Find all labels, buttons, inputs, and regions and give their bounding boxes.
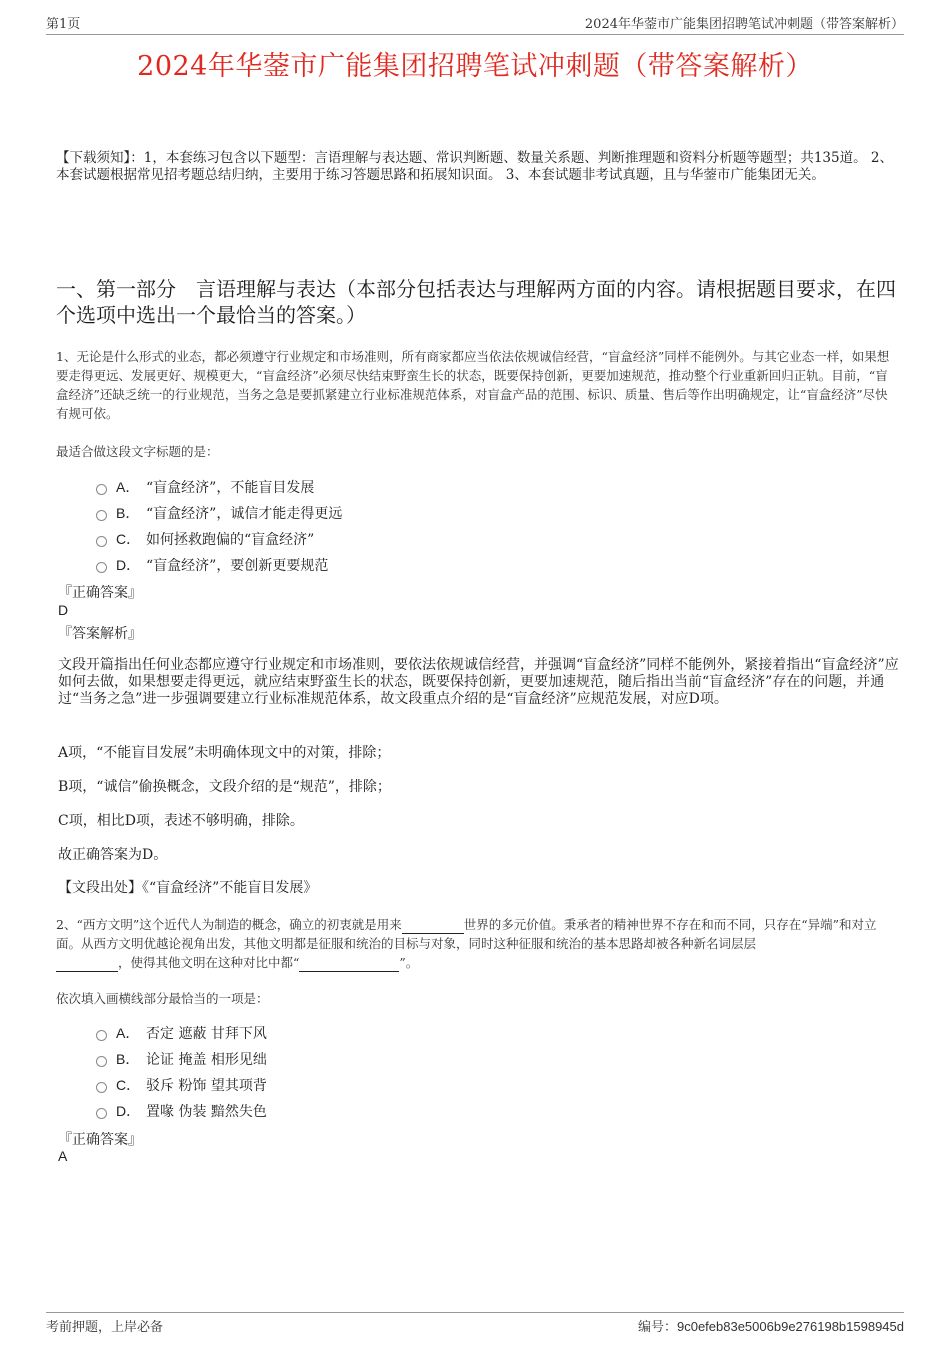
option-letter: B． <box>116 505 140 521</box>
option-text: 论证 掩盖 相形见绌 <box>146 1052 267 1068</box>
q2-option-c[interactable] <box>96 1075 267 1095</box>
header-doc-title: 2024年华蓥市广能集团招聘笔试冲刺题（带答案解析） <box>584 17 904 32</box>
option-text: “盲盒经济”，诚信才能走得更远 <box>146 506 343 522</box>
q1-source: 【文段出处】《“盲盒经济”不能盲目发展》 <box>58 880 318 896</box>
footer-slogan: 考前押题，上岸必备 <box>46 1320 164 1335</box>
q1-answer: D <box>58 602 69 618</box>
q2-answer-label: 『正确答案』 <box>58 1132 142 1148</box>
q2-option-a[interactable] <box>96 1023 267 1043</box>
option-text: 驳斥 粉饰 望其项背 <box>146 1078 267 1094</box>
option-text: “盲盒经济”，不能盲目发展 <box>146 480 315 496</box>
q2-stem <box>56 915 898 972</box>
q1-conclusion: 故正确答案为D。 <box>58 847 168 863</box>
q2-ask: 依次填入画横线部分最恰当的一项是： <box>56 991 269 1006</box>
option-text: 置喙 伪装 黯然失色 <box>146 1104 267 1120</box>
radio-icon[interactable] <box>96 484 107 495</box>
fill-blank-3[interactable] <box>299 958 399 972</box>
fill-blank-2[interactable] <box>56 958 118 972</box>
q2-stem-part1: 2、“西方文明”这个近代人为制造的概念，确立的初衷就是用来 <box>56 917 402 932</box>
option-text: “盲盒经济”，要创新更要规范 <box>146 558 329 574</box>
q1-note-a: A项，“不能盲目发展”未明确体现文中的对策，排除； <box>58 745 391 761</box>
page-footer <box>46 1312 904 1335</box>
page-number: 第1页 <box>46 17 81 32</box>
download-notice: 【下载须知】：1，本套练习包含以下题型：言语理解与表达题、常识判断题、数量关系题、判断推理题和资料分析题等题型；共135道。 2、本套试题根据常见招考题总结归纳，主要用于练习答题思路和拓展知识面。 3、本套试题非考试真题，且与华蓥市广能集团无关。 <box>56 150 893 183</box>
q1-analysis: 文段开篇指出任何业态都应遵守行业规定和市场准则，要依法依规诚信经营，并强调“盲盒经济”同样不能例外，紧接着指出“盲盒经济”应如何去做，如果想要走得更远，就应结束野蛮生长的状态，既要保持创新，更要加速规范，随后指出当前“盲盒经济”存在的问题，并通过“当务之急”进一步强调要建立行业标准规范体系，故文段重点介绍的是“盲盒经济”应规范发展，对应D项。 <box>58 657 899 707</box>
section-title: 一、第一部分 言语理解与表达（本部分包括表达与理解两方面的内容。请根据题目要求，在四个选项中选出一个最恰当的答案。） <box>56 277 896 327</box>
q2-stem-part3: ，使得其他文明在这种对比中都“ <box>118 955 300 970</box>
q1-ask: 最适合做这段文字标题的是： <box>56 444 219 459</box>
radio-icon[interactable] <box>96 562 107 573</box>
option-letter: C． <box>116 1077 141 1093</box>
radio-icon[interactable] <box>96 510 107 521</box>
option-letter: B． <box>116 1051 140 1067</box>
q2-option-d[interactable] <box>96 1101 267 1121</box>
q1-option-b[interactable] <box>96 503 342 523</box>
option-letter: D． <box>116 557 141 573</box>
footer-code <box>638 1316 904 1335</box>
fill-blank-1[interactable] <box>402 920 464 934</box>
option-letter: A． <box>116 479 140 495</box>
option-text: 如何拯救跑偏的“盲盒经济” <box>146 532 315 548</box>
radio-icon[interactable] <box>96 1030 107 1041</box>
q2-stem-part4: ”。 <box>399 955 419 970</box>
page-header <box>46 12 904 35</box>
radio-icon[interactable] <box>96 1082 107 1093</box>
q2-stem-part2: 世界的多元价值。秉承者的精神世界不存在和而不同，只存在“异端”和对立面。从西方文明优越论视角出发，其他文明都是征服和统治的目标与对象，同时这种征服和统治的基本思路却被各种新名词层层 <box>56 917 877 951</box>
q1-answer-label: 『正确答案』 <box>58 585 142 601</box>
q1-option-d[interactable] <box>96 555 328 575</box>
radio-icon[interactable] <box>96 1056 107 1067</box>
footer-code-label: 编号： <box>637 1320 677 1335</box>
q2-answer: A <box>58 1148 68 1164</box>
q1-analysis-label: 『答案解析』 <box>58 626 142 642</box>
radio-icon[interactable] <box>96 1108 107 1119</box>
q1-option-c[interactable] <box>96 529 314 549</box>
option-letter: D． <box>116 1103 141 1119</box>
option-text: 否定 遮蔽 甘拜下风 <box>146 1026 267 1042</box>
radio-icon[interactable] <box>96 536 107 547</box>
q1-note-b: B项，“诚信”偷换概念，文段介绍的是“规范”，排除； <box>58 779 391 795</box>
q2-option-b[interactable] <box>96 1049 267 1069</box>
q1-stem: 1、无论是什么形式的业态，都必须遵守行业规定和市场准则，所有商家都应当依法依规诚信经营，“盲盒经济”同样不能例外。与其它业态一样，如果想要走得更远、发展更好、规模更大，“盲盒经济”必须尽快结束野蛮生长的状态，既要保持创新，更要加速规范，推动整个行业重新回归正轨。目前，“盲盒经济”还缺乏统一的行业规范，当务之急是要抓紧建立行业标准规范体系，对盲盒产品的范围、标识、质量、售后等作出明确规定，让“盲盒经济”尽快有规可依。 <box>56 349 890 421</box>
option-letter: A． <box>116 1025 140 1041</box>
document-title: 2024年华蓥市广能集团招聘笔试冲刺题（带答案解析） <box>137 51 813 82</box>
q1-note-c: C项，相比D项，表述不够明确，排除。 <box>58 813 304 829</box>
option-letter: C． <box>116 531 141 547</box>
footer-code-value: 9c0efeb83e5006b9e276198b1598945d <box>676 1319 904 1334</box>
q1-option-a[interactable] <box>96 477 314 497</box>
